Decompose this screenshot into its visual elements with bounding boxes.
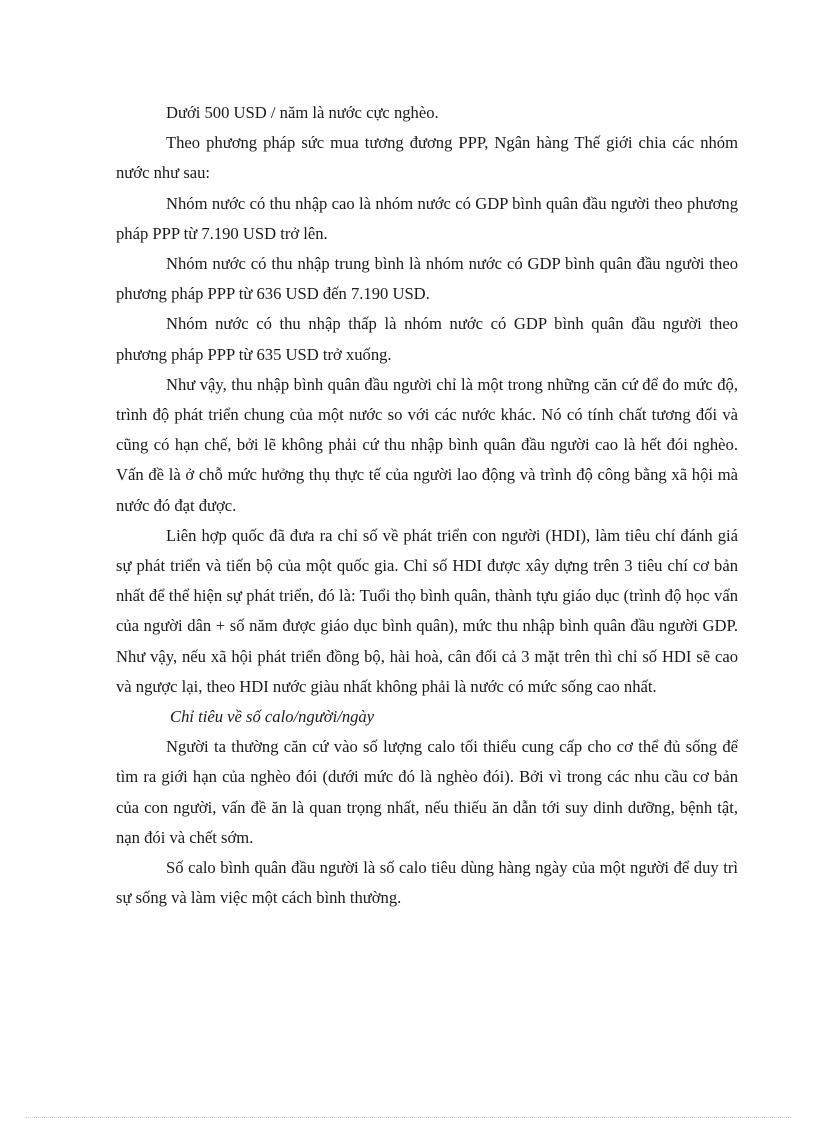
paragraph-very-poor-threshold: Dưới 500 USD / năm là nước cực nghèo. (166, 103, 439, 122)
paragraph-middle-income-group: Nhóm nước có thu nhập trung bình là nhóm nước có GDP bình quân đầu người theo phương pháp PPP từ 636 USD đến 7.190 USD. (116, 254, 738, 304)
paragraph-ppp-intro: Theo phương pháp sức mua tương đương PPP, Ngân hàng Thế giới chia các nhóm nước như sau: (116, 133, 738, 183)
document-page (116, 98, 738, 913)
paragraph-low-income-group: Nhóm nước có thu nhập thấp là nhóm nước có GDP bình quân đầu người theo phương pháp PPP từ 635 USD trở xuống. (116, 314, 738, 364)
section-heading-calorie: Chỉ tiêu về số calo/người/ngày (170, 707, 375, 727)
paragraph-calorie-threshold: Người ta thường căn cứ vào số lượng calo tối thiểu cung cấp cho cơ thể đủ sống để tìm ra giới hạn của nghèo đói (dưới mức đó là nghèo đói). Bởi vì trong các nhu cầu cơ bản của con người, vấn đề ăn là quan trọng nhất, nếu thiếu ăn dẫn tới suy dinh dưỡng, bệnh tật, nạn đói và chết sớm. (116, 737, 738, 847)
page-bottom-divider (25, 1117, 791, 1118)
paragraph-hdi: Liên hợp quốc đã đưa ra chỉ số về phát triển con người (HDI), làm tiêu chí đánh giá sự phát triển và tiến bộ của một quốc gia. Chỉ số HDI được xây dựng trên 3 tiêu chí cơ bản nhất để thể hiện sự phát triển, đó là: Tuổi thọ bình quân, thành tựu giáo dục (trình độ học vấn của người dân + số năm được giáo dục bình quân), mức thu nhập bình quân đầu người GDP. Như vậy, nếu xã hội phát triển đồng bộ, hài hoà, cân đối cả 3 mặt trên thì chỉ số HDI sẽ cao và ngược lại, theo HDI nước giàu nhất không phải là nước có mức sống cao nhất. (116, 525, 738, 696)
paragraph-calorie-definition: Số calo bình quân đầu người là số calo tiêu dùng hàng ngày của một người để duy trì sự sống và làm việc một cách bình thường. (116, 858, 738, 908)
paragraph-high-income-group: Nhóm nước có thu nhập cao là nhóm nước có GDP bình quân đầu người theo phương pháp PPP từ 7.190 USD trở lên. (116, 193, 738, 243)
paragraph-income-limitations: Như vậy, thu nhập bình quân đầu người chỉ là một trong những căn cứ để đo mức độ, trình độ phát triển chung của một nước so với các nước khác. Nó có tính chất tương đối và cũng có hạn chế, bởi lẽ không phải cứ thu nhập bình quân đầu người cao là hết đói nghèo. Vấn đề là ở chỗ mức hưởng thụ thực tế của người lao động và trình độ công bằng xã hội mà nước đó đạt được. (116, 374, 738, 515)
